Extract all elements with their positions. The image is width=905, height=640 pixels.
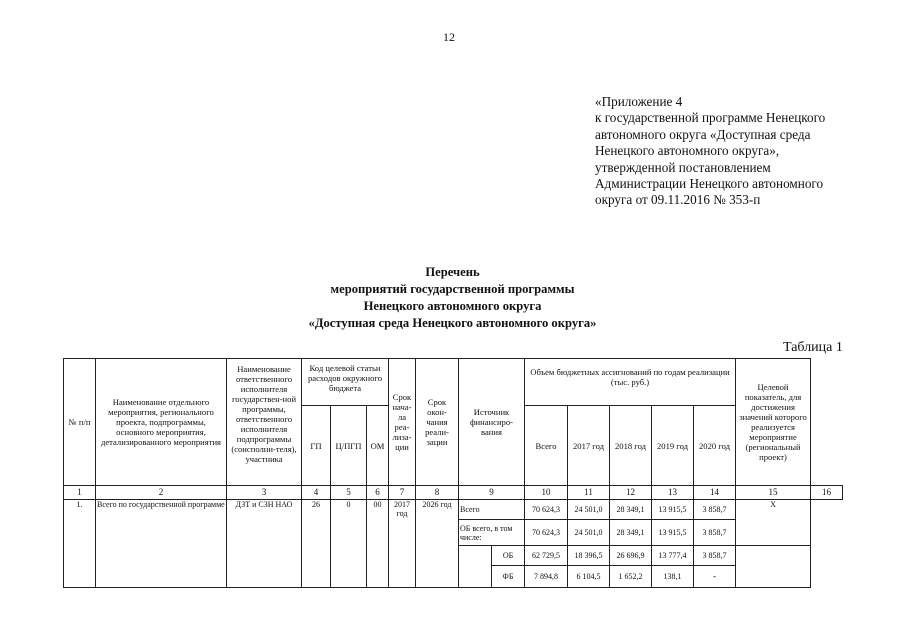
financing-total: 70 624,3 <box>525 500 568 520</box>
header-2017: 2017 год <box>568 406 610 486</box>
appendix-line: Ненецкого автономного округа», <box>595 143 780 159</box>
title-line: «Доступная среда Ненецкого автономного округа» <box>308 316 597 330</box>
col-number: 8 <box>416 486 459 500</box>
header-2018: 2018 год <box>610 406 652 486</box>
row-code-om: 00 <box>367 500 389 588</box>
row-end: 2026 год <box>416 500 459 588</box>
col-number: 2 <box>96 486 227 500</box>
header-start: Срок нача-ла реа-лиза-ции <box>389 359 416 486</box>
financing-source: Всего <box>459 500 525 520</box>
col-number: 10 <box>525 486 568 500</box>
page-number: 12 <box>443 30 455 44</box>
header-name: Наименование отдельного мероприятия, регионального проекта, подпрограммы, основного мероприятия, детализированного мероприятия <box>96 359 227 486</box>
financing-total: 70 624,3 <box>525 520 568 546</box>
indicator-spacer <box>736 546 811 588</box>
header-code-gp: ГП <box>302 406 331 486</box>
col-number: 5 <box>331 486 367 500</box>
financing-2020: - <box>694 566 736 588</box>
financing-2017: 24 501,0 <box>568 500 610 520</box>
row-num: 1. <box>64 500 96 588</box>
financing-total: 7 894,8 <box>525 566 568 588</box>
col-number: 15 <box>736 486 811 500</box>
header-total: Всего <box>525 406 568 486</box>
financing-2020: 3 858,7 <box>694 520 736 546</box>
row-executor: ДЗТ и СЗН НАО <box>227 500 302 588</box>
col-number: 7 <box>389 486 416 500</box>
appendix-line: утвержденной постановлением <box>595 159 771 175</box>
col-number: 11 <box>568 486 610 500</box>
col-number: 3 <box>227 486 302 500</box>
appendix-line: к государственной программе Ненецкого <box>595 110 826 126</box>
financing-2019: 13 915,5 <box>652 500 694 520</box>
table-label: Таблица 1 <box>783 340 843 355</box>
header-source: Источник финансиро-вания <box>459 359 525 486</box>
appendix-line: «Приложение 4 <box>595 94 683 109</box>
appendix-line: округа от 09.11.2016 № 353-п <box>595 192 761 208</box>
financing-2017: 18 396,5 <box>568 546 610 566</box>
appendix-line: автономного округа «Доступная среда <box>595 126 811 142</box>
financing-2019: 13 777,4 <box>652 546 694 566</box>
financing-2017: 6 104,5 <box>568 566 610 588</box>
col-number: 6 <box>367 486 389 500</box>
header-code-group: Код целевой статьи расходов окружного бюджета <box>302 359 389 406</box>
financing-2019: 13 915,5 <box>652 520 694 546</box>
financing-source: ОБ всего, в том числе: <box>459 520 525 546</box>
row-indicator: Х <box>736 500 811 546</box>
financing-2020: 3 858,7 <box>694 546 736 566</box>
financing-2020: 3 858,7 <box>694 500 736 520</box>
financing-source-spacer <box>459 546 492 588</box>
header-2020: 2020 год <box>694 406 736 486</box>
row-start: 2017 год <box>389 500 416 588</box>
financing-2018: 28 349,1 <box>610 500 652 520</box>
document-title <box>0 264 905 332</box>
col-number: 13 <box>652 486 694 500</box>
financing-2018: 26 696,9 <box>610 546 652 566</box>
header-2019: 2019 год <box>652 406 694 486</box>
header-indicator: Целевой показатель, для достижения значений которого реализуется мероприятие (региональный проект) <box>736 359 811 486</box>
appendix-caption <box>595 94 895 209</box>
header-code-om: ОМ <box>367 406 389 486</box>
row-code-gp: 26 <box>302 500 331 588</box>
col-number: 16 <box>811 486 843 500</box>
col-number: 4 <box>302 486 331 500</box>
header-num: № п/п <box>64 359 96 486</box>
financing-2018: 1 652,2 <box>610 566 652 588</box>
financing-subsource: ФБ <box>492 566 525 588</box>
program-table <box>63 358 843 588</box>
row-code-cpgp: 0 <box>331 500 367 588</box>
row-name: Всего по государственной программе <box>96 500 227 588</box>
header-executor: Наименование ответственного исполнителя государствен-ной программы, ответственного исполнителя подпрограммы (соисполни-теля), участника <box>227 359 302 486</box>
financing-2018: 28 349,1 <box>610 520 652 546</box>
header-volume-group: Объем бюджетных ассигнований по годам реализации (тыс. руб.) <box>525 359 736 406</box>
col-number: 1 <box>64 486 96 500</box>
col-number: 12 <box>610 486 652 500</box>
financing-2017: 24 501,0 <box>568 520 610 546</box>
appendix-line: Администрации Ненецкого автономного <box>595 176 824 192</box>
title-line: Ненецкого автономного округа <box>363 299 542 313</box>
col-number: 9 <box>459 486 525 500</box>
col-number: 14 <box>694 486 736 500</box>
financing-2019: 138,1 <box>652 566 694 588</box>
header-code-cpgp: Ц/ПГП <box>331 406 367 486</box>
title-line: Перечень <box>425 265 480 279</box>
title-line: мероприятий государственной программы <box>330 282 575 296</box>
header-end: Срок окон-чания реали-зации <box>416 359 459 486</box>
financing-subsource: ОБ <box>492 546 525 566</box>
financing-total: 62 729,5 <box>525 546 568 566</box>
